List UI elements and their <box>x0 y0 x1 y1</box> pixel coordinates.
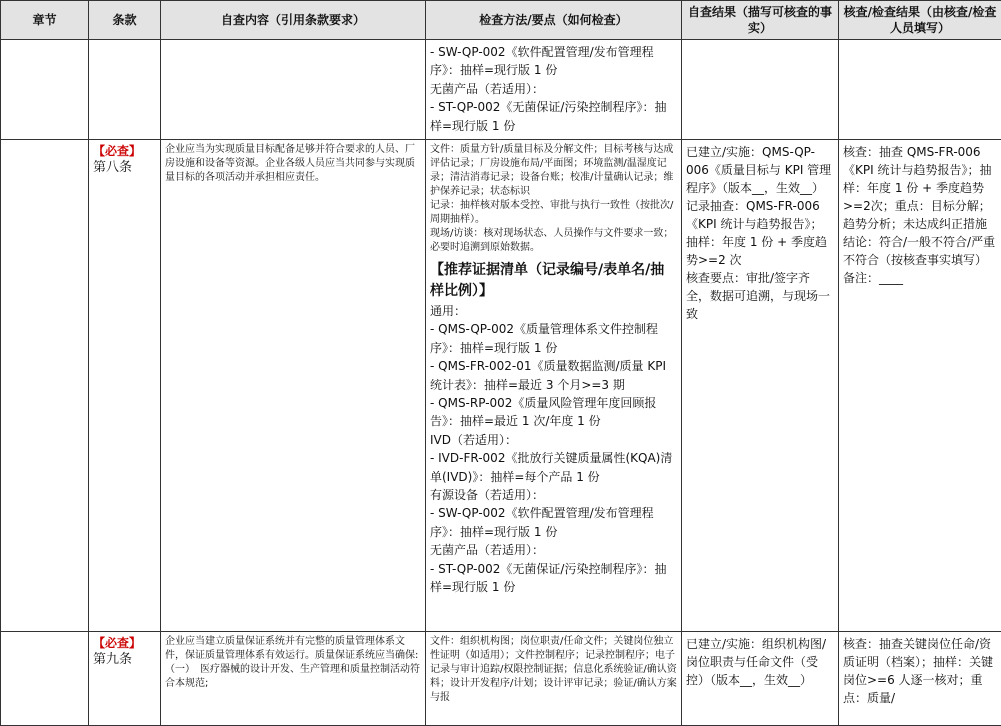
clause-requirement-text: 企业应当为实现质量目标配备足够并符合要求的人员、厂房设施和设备等资源。企业各级人员应当共同参与实现质量目标的各项活动并承担相应责任。 <box>165 143 421 185</box>
cell-chapter <box>1 140 89 632</box>
header-content: 自查内容（引用条款要求） <box>161 1 426 40</box>
method-site-interview: 现场/访谈：核对现场状态、人员操作与文件要求一致；必要时追溯到原始数据。 <box>430 227 677 255</box>
header-clause: 条款 <box>89 1 161 40</box>
table-row-article-8 <box>1 140 1001 632</box>
clause-number: 第九条 <box>93 651 156 669</box>
table-row-continued <box>1 40 1001 140</box>
clause-requirement-text: 企业应当建立质量保证系统并有完整的质量管理体系文件，保证质量管理体系有效运行。质量保证系统应当确保: （一） 医疗器械的设计开发、生产管理和质量控制活动符合本规范; <box>165 635 421 691</box>
header-chapter: 章节 <box>1 1 89 40</box>
method-evidence-tail: - SW-QP-002《软件配置管理/发布管理程序》：抽样=现行版 1 份 无菌产品（若适用）： - ST-QP-002《无菌保证/污染控制程序》：抽样=现行版 1 份 <box>430 43 677 135</box>
header-self-result: 自查结果（描写可核查的事实） <box>682 1 839 40</box>
cell-self-result <box>682 40 839 140</box>
cell-method <box>426 632 682 726</box>
method-documents: 文件：组织机构图；岗位职责/任命文件；关键岗位独立性证明（如适用）；文件控制程序；记录控制程序；电子记录与审计追踪/权限控制证据；信息化系统验证/确认资料；设计开发程序/计划；设计评审记录；验证/确认方案与报 <box>430 635 677 705</box>
self-result-text: 已建立/实施：组织机构图/岗位职责与任命文件（受控）（版本__，生效__） <box>686 635 834 689</box>
cell-clause <box>89 40 161 140</box>
cell-clause <box>89 140 161 632</box>
review-result-text: 核查：抽查关键岗位任命/资质证明（档案）；抽样：关键岗位>=6 人逐一核对；重点：质量/ <box>843 635 997 707</box>
cell-chapter <box>1 632 89 726</box>
header-row <box>1 1 1001 40</box>
header-method: 检查方法/要点（如何检查） <box>426 1 682 40</box>
method-records: 记录：抽样核对版本受控、审批与执行一致性（按批次/周期抽样）。 <box>430 199 677 227</box>
evidence-list: 通用： - QMS-QP-002《质量管理体系文件控制程序》：抽样=现行版 1 份 - QMS-FR-002-01《质量数据监测/质量 KPI 统计表》：抽样=最近 3 个月>=3 期 - QMS-RP-002《质量风险管理年度回顾报告》：抽样=最近 1 次/年度 1 份 IVD（若适用）： - IVD-FR-002《批放行关键质量属性(KQA)清单(IVD)》：抽样=每个产品 1 份 有源设备（若适用）： - SW-QP-002《软件配置管理/发布管理程序》：抽样=现行版 1 份 无菌产品（若适用）： - ST-QP-002《无菌保证/污染控制程序》：抽样=现行版 1 份 <box>430 302 677 597</box>
cell-content <box>161 632 426 726</box>
method-documents: 文件：质量方针/质量目标及分解文件；目标考核与达成评估记录；厂房设施布局/平面图；环境监测/温湿度记录；清洁消毒记录；设备台账；校准/计量确认记录；维护保养记录；状态标识 <box>430 143 677 199</box>
cell-self-result <box>682 140 839 632</box>
cell-content <box>161 40 426 140</box>
table-row-article-9 <box>1 632 1001 726</box>
cell-self-result <box>682 632 839 726</box>
must-check-badge: 【必查】 <box>93 143 156 159</box>
self-result-text: 已建立/实施：QMS-QP-006《质量目标与 KPI 管理程序》（版本__，生效__） 记录抽查：QMS-FR-006《KPI 统计与趋势报告》；抽样：年度 1 份 + 季度趋势>=2 次 核查要点：审批/签字齐全，数据可追溯，与现场一致 <box>686 143 834 323</box>
cell-clause <box>89 632 161 726</box>
review-result-text: 核查：抽查 QMS-FR-006《KPI 统计与趋势报告》；抽样：年度 1 份 + 季度趋势>=2次；重点：目标分解；趋势分析；未达成纠正措施 结论：符合/一般不符合/严重不符合（按核查事实填写） 备注：____ <box>843 143 997 287</box>
cell-review-result <box>839 632 1001 726</box>
cell-method <box>426 140 682 632</box>
cell-content <box>161 140 426 632</box>
header-review-result: 核查/检查结果（由核查/检查人员填写） <box>839 1 1001 40</box>
cell-chapter <box>1 40 89 140</box>
cell-method <box>426 40 682 140</box>
clause-number: 第八条 <box>93 159 156 177</box>
evidence-list-heading: 【推荐证据清单（记录编号/表单名/抽样比例）】 <box>430 260 677 302</box>
must-check-badge: 【必查】 <box>93 635 156 651</box>
cell-review-result <box>839 140 1001 632</box>
cell-review-result <box>839 40 1001 140</box>
